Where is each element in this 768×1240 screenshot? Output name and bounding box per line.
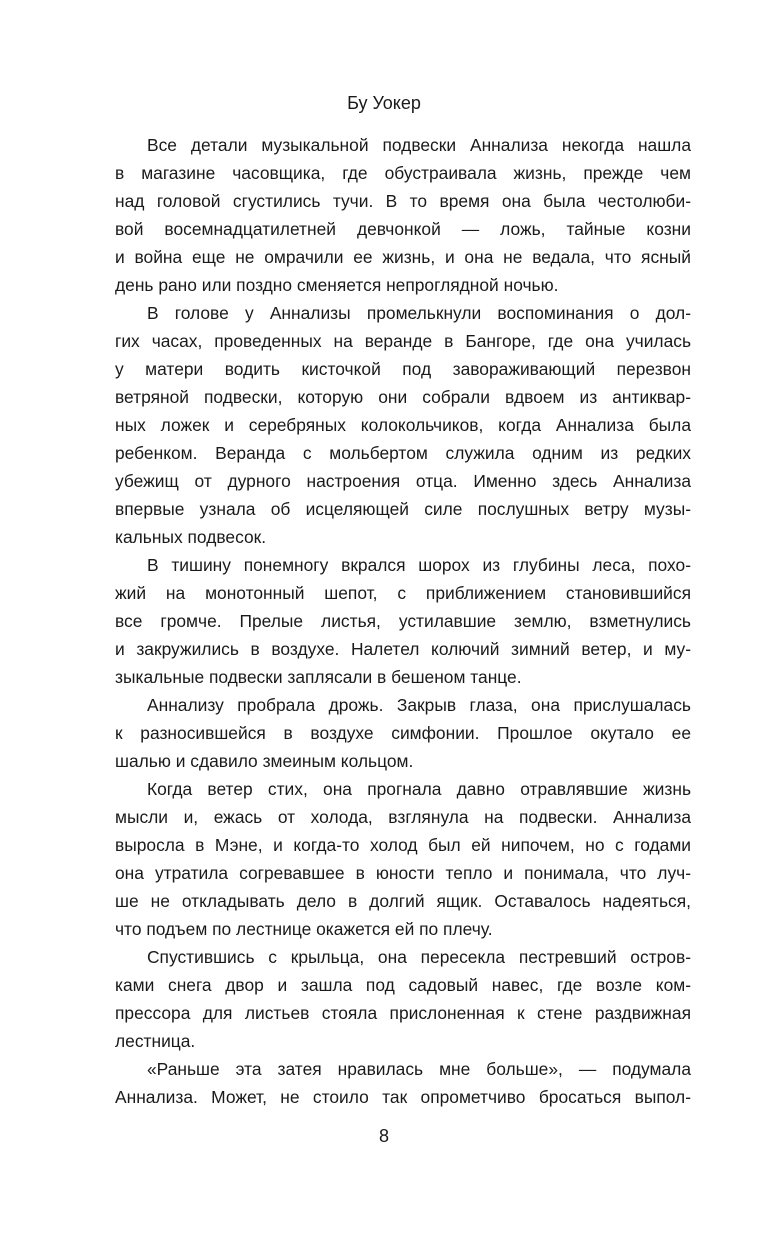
running-header-author: Бу Уокер (347, 93, 421, 113)
text-line: у матери водить кисточкой под завораживающий перезвон (115, 359, 691, 379)
text-line: «Раньше эта затея нравилась мне больше», — подумала (147, 1059, 691, 1079)
text-line: Аннализа. Может, не стоило так опрометчиво бросаться выпол- (115, 1087, 691, 1107)
body-text (115, 131, 691, 1111)
text-line: она утратила согревавшее в юности тепло и понимала, что луч- (115, 863, 691, 883)
text-line: кальных подвесок. (115, 527, 267, 547)
text-line: над головой сгустились тучи. В то время она была честолюби- (115, 191, 691, 211)
text-line: и война еще не омрачили ее жизнь, и она не ведала, что ясный (115, 247, 691, 267)
text-line: впервые узнала об исцеляющей силе послушных ветру музы- (115, 499, 691, 519)
text-line: прессора для листьев стояла прислоненная к стене раздвижная (115, 1003, 691, 1023)
text-line: шалью и сдавило змеиным кольцом. (115, 751, 414, 771)
text-line: гих часах, проведенных на веранде в Бангоре, где она училась (115, 331, 691, 351)
paragraph (115, 299, 691, 551)
text-line: Все детали музыкальной подвески Аннализа некогда нашла (147, 135, 691, 155)
text-line: день рано или поздно сменяется непроглядной ночью. (115, 275, 559, 295)
text-line: что подъем по лестнице окажется ей по плечу. (115, 919, 493, 939)
paragraph (115, 943, 691, 1055)
paragraph (115, 551, 691, 691)
page-number: 8 (378, 1126, 389, 1146)
text-line: жий на монотонный шепот, с приближением становившийся (115, 583, 691, 603)
text-line: вой восемнадцатилетней девчонкой — ложь, тайные козни (115, 219, 691, 239)
text-line: ных ложек и серебряных колокольчиков, когда Аннализа была (115, 415, 691, 435)
text-line: В голове у Аннализы промелькнули воспоминания о дол- (147, 303, 691, 323)
text-line: лестница. (115, 1031, 196, 1051)
text-line: зыкальные подвески заплясали в бешеном танце. (115, 667, 522, 687)
text-line: к разносившейся в воздухе симфонии. Прошлое окутало ее (115, 723, 691, 743)
text-line: ребенком. Веранда с мольбертом служила одним из редких (115, 443, 691, 463)
text-line: в магазине часовщика, где обустраивала жизнь, прежде чем (115, 163, 691, 183)
text-line: ками снега двор и зашла под садовый навес, где возле ком- (115, 975, 691, 995)
text-line: все громче. Прелые листья, устилавшие землю, взметнулись (115, 611, 691, 631)
text-line: выросла в Мэне, и когда-то холод был ей нипочем, но с годами (115, 835, 691, 855)
paragraph (115, 131, 691, 299)
text-line: мысли и, ежась от холода, взглянула на подвески. Аннализа (115, 807, 691, 827)
text-line: убежищ от дурного настроения отца. Именно здесь Аннализа (115, 471, 691, 491)
paragraph (115, 775, 691, 943)
text-line: ше не откладывать дело в долгий ящик. Оставалось надеяться, (115, 891, 691, 911)
text-line: Когда ветер стих, она прогнала давно отравлявшие жизнь (147, 779, 691, 799)
text-line: ветряной подвески, которую они собрали вдвоем из антиквар- (115, 387, 691, 407)
text-line: Аннализу пробрала дрожь. Закрыв глаза, она прислушалась (147, 695, 691, 715)
text-line: и закружились в воздухе. Налетел колючий зимний ветер, и му- (115, 639, 691, 659)
text-line: Спустившись с крыльца, она пересекла пестревший остров- (147, 947, 691, 967)
paragraph (115, 691, 691, 775)
text-line: В тишину понемногу вкрался шорох из глубины леса, похо- (147, 555, 691, 575)
paragraph (115, 1055, 691, 1111)
